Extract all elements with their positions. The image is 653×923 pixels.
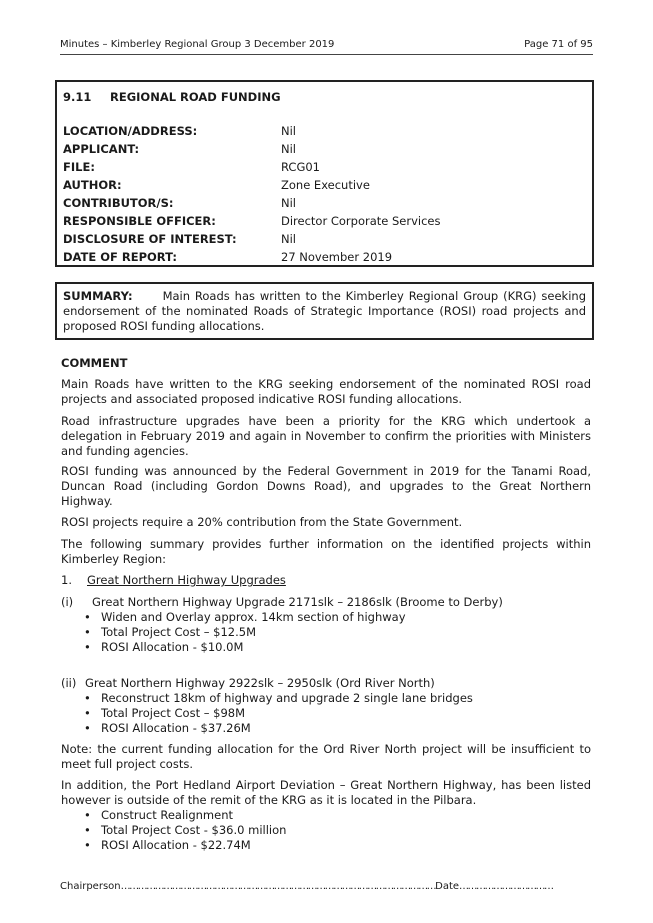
list-item <box>84 625 256 640</box>
list-item <box>84 721 251 736</box>
sub-item-heading <box>61 676 591 691</box>
comment-heading: COMMENT <box>61 356 128 370</box>
sub-item-heading <box>61 595 591 610</box>
list-item <box>84 610 406 625</box>
field-key: APPLICANT: <box>63 142 140 156</box>
comment-paragraph: ROSI funding was announced by the Federal Government in 2019 for the Tanami Road, Duncan Road (including Gordon Downs Road), and upgrades to the Great Northern Highway. <box>61 464 591 508</box>
field-value: Director Corporate Services <box>281 214 441 228</box>
field-value: RCG01 <box>281 160 320 174</box>
bullet-text: ROSI Allocation - $10.0M <box>101 640 244 654</box>
bullet: • <box>84 808 91 822</box>
item-title-text: REGIONAL ROAD FUNDING <box>110 90 281 104</box>
list-item <box>84 823 286 838</box>
header-page-number: Page 71 of 95 <box>524 39 593 50</box>
sub-item-title: Great Northern Highway Upgrade 2171slk – 2186slk (Broome to Derby) <box>92 595 503 609</box>
item-info-box <box>55 80 594 267</box>
field-key: DISCLOSURE OF INTEREST: <box>63 232 237 246</box>
field-value: Nil <box>281 232 296 246</box>
bullet-text: Widen and Overlay approx. 14km section of highway <box>101 610 406 624</box>
comment-note: Note: the current funding allocation for the Ord River North project will be insufficient to meet full project costs. <box>61 742 591 771</box>
page-header <box>60 38 593 55</box>
comment-paragraph: The following summary provides further information on the identified projects within Kimberley Region: <box>61 537 591 566</box>
field-key: DATE OF REPORT: <box>63 250 177 264</box>
comment-paragraph: Road infrastructure upgrades have been a priority for the KRG which undertook a delegation in February 2019 and again in November to confirm the priorities with Ministers and funding agencies. <box>61 414 591 458</box>
bullet-text: Total Project Cost – $12.5M <box>101 625 256 639</box>
bullet: • <box>84 706 91 720</box>
field-value: Nil <box>281 196 296 210</box>
date-label: Date <box>435 881 460 892</box>
field-value: Nil <box>281 124 296 138</box>
comment-paragraph: In addition, the Port Hedland Airport Deviation – Great Northern Highway, has been listed however is outside of the remit of the KRG as it is located in the Pilbara. <box>61 778 591 807</box>
header-document-title: Minutes – Kimberley Regional Group 3 December 2019 <box>60 39 335 50</box>
summary-label: SUMMARY: <box>63 289 133 303</box>
field-key: RESPONSIBLE OFFICER: <box>63 214 216 228</box>
bullet: • <box>84 823 91 837</box>
comment-paragraph: ROSI projects require a 20% contribution from the State Government. <box>61 515 463 529</box>
list-item <box>84 706 245 721</box>
list-title: Great Northern Highway Upgrades <box>87 573 286 587</box>
summary-box <box>55 282 594 340</box>
bullet-text: Construct Realignment <box>101 808 234 822</box>
sub-item-title: Great Northern Highway 2922slk – 2950slk (Ord River North) <box>85 676 435 690</box>
bullet-text: ROSI Allocation - $37.26M <box>101 721 251 735</box>
bullet: • <box>84 691 91 705</box>
field-key: LOCATION/ADDRESS: <box>63 124 198 138</box>
field-key: AUTHOR: <box>63 178 122 192</box>
field-value: Nil <box>281 142 296 156</box>
bullet: • <box>84 625 91 639</box>
bullet: • <box>84 838 91 852</box>
item-number: 9.11 <box>63 90 92 104</box>
list-item <box>84 808 233 823</box>
field-key: CONTRIBUTOR/S: <box>63 196 174 210</box>
chairperson-label: Chairperson <box>60 881 121 892</box>
numbered-list-item <box>61 573 591 588</box>
field-key: FILE: <box>63 160 95 174</box>
date-line: …………………………… <box>459 881 553 892</box>
item-title <box>63 90 281 104</box>
chairperson-signature-line: ………………………………………………………………………………………………… <box>120 881 436 892</box>
page-footer <box>60 880 593 894</box>
bullet-text: Total Project Cost – $98M <box>101 706 246 720</box>
bullet-text: Total Project Cost - $36.0 million <box>101 823 287 837</box>
field-value: 27 November 2019 <box>281 250 393 264</box>
sub-item-number: (i) <box>61 595 74 609</box>
bullet: • <box>84 610 91 624</box>
bullet-text: Reconstruct 18km of highway and upgrade 2 single lane bridges <box>101 691 473 705</box>
list-item <box>84 640 243 655</box>
summary-text: Main Roads has written to the Kimberley Regional Group (KRG) seeking endorsement of the nominated Roads of Strategic Importance (ROSI) road projects and proposed ROSI funding allocations. <box>63 289 586 333</box>
bullet: • <box>84 640 91 654</box>
bullet-text: ROSI Allocation - $22.74M <box>101 838 251 852</box>
comment-paragraph: Main Roads have written to the KRG seeking endorsement of the nominated ROSI road projects and associated proposed indicative ROSI funding allocations. <box>61 377 591 406</box>
list-number: 1. <box>61 573 72 587</box>
sub-item-number: (ii) <box>61 676 77 690</box>
bullet: • <box>84 721 91 735</box>
field-value: Zone Executive <box>281 178 370 192</box>
list-item <box>84 838 251 853</box>
list-item <box>84 691 473 706</box>
